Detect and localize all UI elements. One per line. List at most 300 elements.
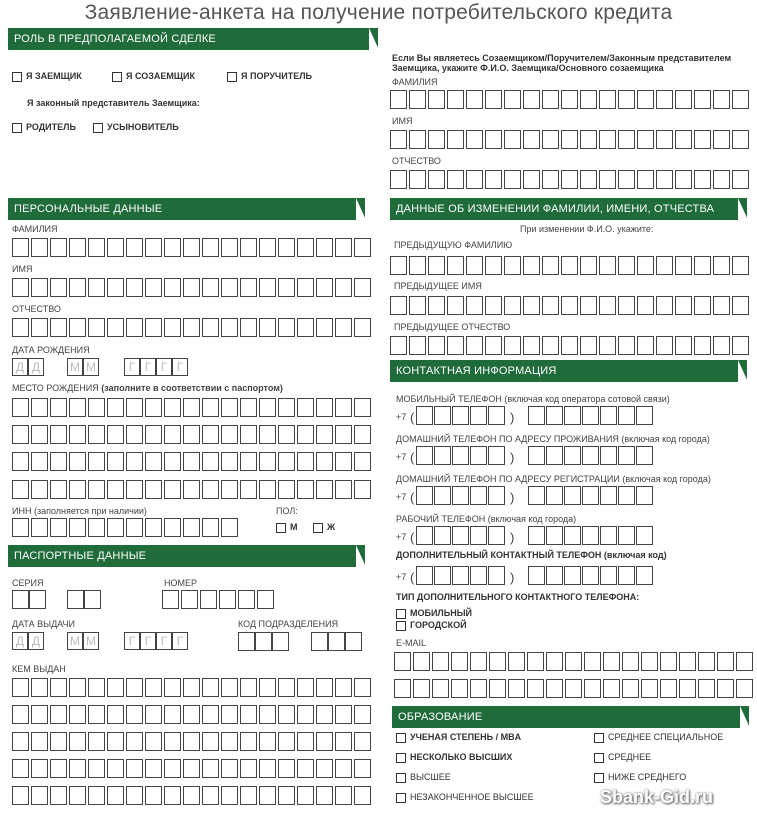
input-cell[interactable]	[183, 238, 200, 257]
input-cell[interactable]	[50, 480, 67, 499]
phone-digit-cell[interactable]	[416, 446, 433, 465]
input-cell[interactable]	[447, 256, 464, 275]
input-cell[interactable]	[504, 336, 521, 355]
input-cell[interactable]	[221, 480, 238, 499]
dept-cell[interactable]	[272, 632, 289, 651]
input-cell[interactable]	[88, 398, 105, 417]
input-cell[interactable]	[126, 678, 143, 697]
input-cell[interactable]	[50, 518, 67, 537]
input-cell[interactable]	[335, 452, 352, 471]
input-cell[interactable]	[641, 679, 658, 698]
input-cell[interactable]	[561, 130, 578, 149]
input-cell[interactable]	[580, 170, 597, 189]
input-cell[interactable]	[561, 336, 578, 355]
email-line[interactable]	[394, 679, 755, 698]
input-cell[interactable]	[618, 130, 635, 149]
input-cell[interactable]	[221, 425, 238, 444]
input-cell[interactable]	[88, 678, 105, 697]
phone-digit-cell[interactable]	[546, 486, 563, 505]
input-cell[interactable]	[107, 278, 124, 297]
input-cell[interactable]	[297, 318, 314, 337]
input-cell[interactable]	[736, 652, 753, 671]
input-cell[interactable]	[409, 336, 426, 355]
input-cell[interactable]	[409, 170, 426, 189]
input-cell[interactable]	[31, 452, 48, 471]
input-cell[interactable]	[221, 732, 238, 751]
input-cell[interactable]	[428, 130, 445, 149]
input-cell[interactable]	[413, 652, 430, 671]
input-cell[interactable]	[259, 759, 276, 778]
issued-by-line[interactable]	[12, 786, 373, 805]
input-cell[interactable]	[145, 705, 162, 724]
phone-digit-cell[interactable]	[582, 486, 599, 505]
input-cell[interactable]	[504, 90, 521, 109]
input-cell[interactable]	[221, 278, 238, 297]
input-cell[interactable]	[238, 590, 255, 609]
series-cell[interactable]	[84, 590, 101, 609]
input-cell[interactable]	[542, 170, 559, 189]
input-cell[interactable]	[409, 90, 426, 109]
input-cell[interactable]	[447, 296, 464, 315]
input-cell[interactable]	[485, 256, 502, 275]
input-cell[interactable]	[390, 90, 407, 109]
input-cell[interactable]	[183, 318, 200, 337]
date-cell[interactable]: Д	[12, 358, 28, 376]
input-cell[interactable]	[580, 336, 597, 355]
input-cell[interactable]	[546, 679, 563, 698]
input-cell[interactable]	[12, 452, 29, 471]
parent-option[interactable]	[12, 122, 76, 133]
input-cell[interactable]	[316, 238, 333, 257]
input-cell[interactable]	[679, 652, 696, 671]
input-cell[interactable]	[656, 170, 673, 189]
input-cell[interactable]	[126, 425, 143, 444]
input-cell[interactable]	[12, 786, 29, 805]
borrower-checkbox[interactable]	[12, 72, 22, 82]
input-cell[interactable]	[240, 452, 257, 471]
phone-digit-cell[interactable]	[546, 526, 563, 545]
input-cell[interactable]	[221, 759, 238, 778]
input-cell[interactable]	[675, 296, 692, 315]
input-cell[interactable]	[485, 130, 502, 149]
input-cell[interactable]	[335, 318, 352, 337]
input-cell[interactable]	[240, 238, 257, 257]
input-cell[interactable]	[31, 678, 48, 697]
input-cell[interactable]	[354, 759, 371, 778]
input-cell[interactable]	[259, 278, 276, 297]
date-cell[interactable]: М	[83, 632, 99, 650]
input-cell[interactable]	[523, 170, 540, 189]
input-cell[interactable]	[202, 732, 219, 751]
sex-female-option[interactable]	[313, 522, 335, 533]
date-cell[interactable]: Г	[124, 632, 140, 650]
input-cell[interactable]	[12, 518, 29, 537]
input-cell[interactable]	[354, 705, 371, 724]
input-cell[interactable]	[164, 238, 181, 257]
input-cell[interactable]	[732, 296, 749, 315]
input-cell[interactable]	[202, 705, 219, 724]
phone-digit-cell[interactable]	[528, 406, 545, 425]
input-cell[interactable]	[202, 398, 219, 417]
input-cell[interactable]	[354, 452, 371, 471]
input-cell[interactable]	[221, 678, 238, 697]
phone-digit-cell[interactable]	[636, 526, 653, 545]
phone-digit-cell[interactable]	[470, 406, 487, 425]
input-cell[interactable]	[466, 336, 483, 355]
input-cell[interactable]	[698, 679, 715, 698]
input-cell[interactable]	[679, 679, 696, 698]
phone-digit-cell[interactable]	[470, 566, 487, 585]
input-cell[interactable]	[164, 278, 181, 297]
input-cell[interactable]	[599, 90, 616, 109]
input-cell[interactable]	[335, 786, 352, 805]
input-cell[interactable]	[164, 732, 181, 751]
guarantor-option[interactable]	[227, 71, 312, 82]
phone-digit-cell[interactable]	[452, 566, 469, 585]
input-cell[interactable]	[259, 318, 276, 337]
input-cell[interactable]	[202, 480, 219, 499]
input-cell[interactable]	[278, 678, 295, 697]
input-cell[interactable]	[12, 759, 29, 778]
input-cell[interactable]	[622, 679, 639, 698]
input-cell[interactable]	[561, 296, 578, 315]
input-cell[interactable]	[599, 296, 616, 315]
input-cell[interactable]	[278, 452, 295, 471]
input-cell[interactable]	[31, 759, 48, 778]
input-cell[interactable]	[259, 238, 276, 257]
input-cell[interactable]	[31, 398, 48, 417]
input-cell[interactable]	[183, 278, 200, 297]
input-cell[interactable]	[164, 678, 181, 697]
input-cell[interactable]	[126, 759, 143, 778]
input-cell[interactable]	[316, 278, 333, 297]
input-cell[interactable]	[240, 732, 257, 751]
input-cell[interactable]	[542, 256, 559, 275]
phone-digit-cell[interactable]	[434, 526, 451, 545]
input-cell[interactable]	[428, 170, 445, 189]
input-cell[interactable]	[656, 256, 673, 275]
date-cell[interactable]: Г	[156, 632, 172, 650]
input-cell[interactable]	[221, 238, 238, 257]
input-cell[interactable]	[50, 732, 67, 751]
input-cell[interactable]	[470, 652, 487, 671]
input-cell[interactable]	[316, 425, 333, 444]
input-cell[interactable]	[618, 256, 635, 275]
input-cell[interactable]	[394, 652, 411, 671]
input-cell[interactable]	[428, 90, 445, 109]
input-cell[interactable]	[637, 296, 654, 315]
input-cell[interactable]	[698, 652, 715, 671]
input-cell[interactable]	[12, 480, 29, 499]
input-cell[interactable]	[565, 652, 582, 671]
input-cell[interactable]	[297, 705, 314, 724]
input-cell[interactable]	[297, 759, 314, 778]
input-cell[interactable]	[183, 425, 200, 444]
phone-digit-cell[interactable]	[600, 446, 617, 465]
extra-type-city-option[interactable]	[396, 620, 467, 631]
input-cell[interactable]	[164, 452, 181, 471]
input-cell[interactable]	[297, 732, 314, 751]
input-cell[interactable]	[470, 679, 487, 698]
input-cell[interactable]	[31, 786, 48, 805]
birth-place-line[interactable]	[12, 452, 373, 471]
input-cell[interactable]	[580, 90, 597, 109]
input-cell[interactable]	[523, 336, 540, 355]
input-cell[interactable]	[466, 256, 483, 275]
dept-cell[interactable]	[238, 632, 255, 651]
input-cell[interactable]	[145, 318, 162, 337]
input-cell[interactable]	[12, 238, 29, 257]
phone-digit-cell[interactable]	[434, 406, 451, 425]
input-cell[interactable]	[713, 170, 730, 189]
input-cell[interactable]	[354, 480, 371, 499]
input-cell[interactable]	[126, 452, 143, 471]
phone-digit-cell[interactable]	[488, 566, 505, 585]
input-cell[interactable]	[12, 278, 29, 297]
phone-digit-cell[interactable]	[582, 406, 599, 425]
edu-higher-option[interactable]	[396, 772, 451, 783]
input-cell[interactable]	[183, 786, 200, 805]
input-cell[interactable]	[466, 170, 483, 189]
input-cell[interactable]	[390, 336, 407, 355]
phone-digit-cell[interactable]	[582, 566, 599, 585]
dept-cell[interactable]	[255, 632, 272, 651]
dept-cell[interactable]	[328, 632, 345, 651]
input-cell[interactable]	[316, 732, 333, 751]
date-cell[interactable]: Г	[124, 358, 140, 376]
phone-digit-cell[interactable]	[618, 406, 635, 425]
phone-digit-cell[interactable]	[470, 446, 487, 465]
birth-place-line[interactable]	[12, 398, 373, 417]
date-cell[interactable]: Г	[140, 632, 156, 650]
input-cell[interactable]	[69, 732, 86, 751]
input-cell[interactable]	[50, 452, 67, 471]
input-cell[interactable]	[145, 786, 162, 805]
input-cell[interactable]	[202, 678, 219, 697]
input-cell[interactable]	[69, 678, 86, 697]
input-cell[interactable]	[527, 679, 544, 698]
input-cell[interactable]	[354, 786, 371, 805]
input-cell[interactable]	[145, 759, 162, 778]
input-cell[interactable]	[561, 256, 578, 275]
phone-digit-cell[interactable]	[618, 486, 635, 505]
input-cell[interactable]	[259, 452, 276, 471]
input-cell[interactable]	[88, 786, 105, 805]
edu-secondary-option[interactable]	[594, 752, 651, 763]
input-cell[interactable]	[561, 90, 578, 109]
input-cell[interactable]	[221, 318, 238, 337]
input-cell[interactable]	[335, 480, 352, 499]
input-cell[interactable]	[354, 732, 371, 751]
input-cell[interactable]	[259, 678, 276, 697]
input-cell[interactable]	[713, 256, 730, 275]
input-cell[interactable]	[675, 90, 692, 109]
input-cell[interactable]	[126, 732, 143, 751]
input-cell[interactable]	[580, 130, 597, 149]
date-cell[interactable]: М	[83, 358, 99, 376]
input-cell[interactable]	[297, 452, 314, 471]
input-cell[interactable]	[145, 278, 162, 297]
input-cell[interactable]	[504, 130, 521, 149]
input-cell[interactable]	[603, 679, 620, 698]
input-cell[interactable]	[145, 398, 162, 417]
input-cell[interactable]	[316, 786, 333, 805]
sex-male-checkbox[interactable]	[276, 523, 286, 533]
input-cell[interactable]	[335, 678, 352, 697]
input-cell[interactable]	[432, 679, 449, 698]
input-cell[interactable]	[278, 398, 295, 417]
input-cell[interactable]	[637, 256, 654, 275]
input-cell[interactable]	[31, 480, 48, 499]
input-cell[interactable]	[335, 732, 352, 751]
input-cell[interactable]	[126, 238, 143, 257]
input-cell[interactable]	[675, 170, 692, 189]
edu-secondary-checkbox[interactable]	[594, 753, 604, 763]
input-cell[interactable]	[126, 318, 143, 337]
input-cell[interactable]	[390, 170, 407, 189]
input-cell[interactable]	[504, 170, 521, 189]
input-cell[interactable]	[354, 238, 371, 257]
parent-checkbox[interactable]	[12, 123, 22, 133]
input-cell[interactable]	[240, 480, 257, 499]
input-cell[interactable]	[50, 425, 67, 444]
input-cell[interactable]	[88, 425, 105, 444]
input-cell[interactable]	[675, 336, 692, 355]
input-cell[interactable]	[107, 759, 124, 778]
phone-digit-cell[interactable]	[416, 486, 433, 505]
input-cell[interactable]	[656, 296, 673, 315]
input-cell[interactable]	[88, 278, 105, 297]
input-cell[interactable]	[31, 278, 48, 297]
input-cell[interactable]	[713, 90, 730, 109]
input-cell[interactable]	[202, 278, 219, 297]
input-cell[interactable]	[69, 238, 86, 257]
input-cell[interactable]	[181, 590, 198, 609]
input-cell[interactable]	[202, 786, 219, 805]
input-cell[interactable]	[622, 652, 639, 671]
phone-digit-cell[interactable]	[488, 526, 505, 545]
phone-digit-cell[interactable]	[416, 526, 433, 545]
phone-digit-cell[interactable]	[434, 486, 451, 505]
input-cell[interactable]	[542, 90, 559, 109]
phone-digit-cell[interactable]	[488, 406, 505, 425]
borrower-option[interactable]	[12, 71, 82, 82]
phone-digit-cell[interactable]	[488, 446, 505, 465]
input-cell[interactable]	[145, 518, 162, 537]
input-cell[interactable]	[50, 759, 67, 778]
input-cell[interactable]	[542, 336, 559, 355]
phone-digit-cell[interactable]	[618, 446, 635, 465]
phone-digit-cell[interactable]	[636, 406, 653, 425]
input-cell[interactable]	[219, 590, 236, 609]
date-cell[interactable]: Д	[28, 358, 44, 376]
input-cell[interactable]	[145, 238, 162, 257]
borrower-patronymic-field[interactable]	[390, 170, 751, 189]
input-cell[interactable]	[278, 318, 295, 337]
edu-below-option[interactable]	[594, 772, 686, 783]
input-cell[interactable]	[12, 678, 29, 697]
input-cell[interactable]	[409, 256, 426, 275]
phone-digit-cell[interactable]	[600, 526, 617, 545]
input-cell[interactable]	[50, 678, 67, 697]
input-cell[interactable]	[584, 679, 601, 698]
issued-by-line[interactable]	[12, 732, 373, 751]
input-cell[interactable]	[316, 705, 333, 724]
input-cell[interactable]	[335, 278, 352, 297]
input-cell[interactable]	[504, 296, 521, 315]
input-cell[interactable]	[466, 296, 483, 315]
input-cell[interactable]	[69, 318, 86, 337]
phone-digit-cell[interactable]	[564, 566, 581, 585]
input-cell[interactable]	[69, 480, 86, 499]
input-cell[interactable]	[732, 336, 749, 355]
input-cell[interactable]	[31, 425, 48, 444]
input-cell[interactable]	[580, 296, 597, 315]
input-cell[interactable]	[297, 278, 314, 297]
input-cell[interactable]	[485, 90, 502, 109]
series-cell[interactable]	[29, 590, 46, 609]
dept-cell[interactable]	[311, 632, 328, 651]
input-cell[interactable]	[660, 679, 677, 698]
input-cell[interactable]	[259, 480, 276, 499]
input-cell[interactable]	[183, 705, 200, 724]
input-cell[interactable]	[240, 786, 257, 805]
coborrower-checkbox[interactable]	[112, 72, 122, 82]
input-cell[interactable]	[694, 336, 711, 355]
input-cell[interactable]	[183, 678, 200, 697]
phone-digit-cell[interactable]	[546, 446, 563, 465]
input-cell[interactable]	[183, 452, 200, 471]
input-cell[interactable]	[88, 452, 105, 471]
input-cell[interactable]	[145, 452, 162, 471]
phone-digit-cell[interactable]	[416, 406, 433, 425]
input-cell[interactable]	[257, 590, 274, 609]
phone-digit-cell[interactable]	[452, 406, 469, 425]
input-cell[interactable]	[259, 705, 276, 724]
input-cell[interactable]	[409, 296, 426, 315]
input-cell[interactable]	[732, 130, 749, 149]
email-line[interactable]	[394, 652, 755, 671]
input-cell[interactable]	[432, 652, 449, 671]
date-cell[interactable]: Г	[172, 632, 188, 650]
issued-by-line[interactable]	[12, 678, 373, 697]
series-cell[interactable]	[12, 590, 29, 609]
edu-below-checkbox[interactable]	[594, 773, 604, 783]
edu-higher-checkbox[interactable]	[396, 773, 406, 783]
input-cell[interactable]	[354, 278, 371, 297]
input-cell[interactable]	[278, 705, 295, 724]
phone-digit-cell[interactable]	[416, 566, 433, 585]
sex-female-checkbox[interactable]	[313, 523, 323, 533]
input-cell[interactable]	[164, 425, 181, 444]
input-cell[interactable]	[240, 678, 257, 697]
input-cell[interactable]	[297, 238, 314, 257]
input-cell[interactable]	[12, 318, 29, 337]
input-cell[interactable]	[409, 130, 426, 149]
inn-field[interactable]	[12, 518, 240, 537]
input-cell[interactable]	[202, 238, 219, 257]
number-field[interactable]	[162, 590, 276, 609]
input-cell[interactable]	[504, 256, 521, 275]
edu-incomplete-checkbox[interactable]	[396, 793, 406, 803]
phone-digit-cell[interactable]	[434, 566, 451, 585]
input-cell[interactable]	[202, 759, 219, 778]
input-cell[interactable]	[126, 518, 143, 537]
input-cell[interactable]	[542, 130, 559, 149]
input-cell[interactable]	[107, 518, 124, 537]
input-cell[interactable]	[50, 398, 67, 417]
input-cell[interactable]	[660, 652, 677, 671]
